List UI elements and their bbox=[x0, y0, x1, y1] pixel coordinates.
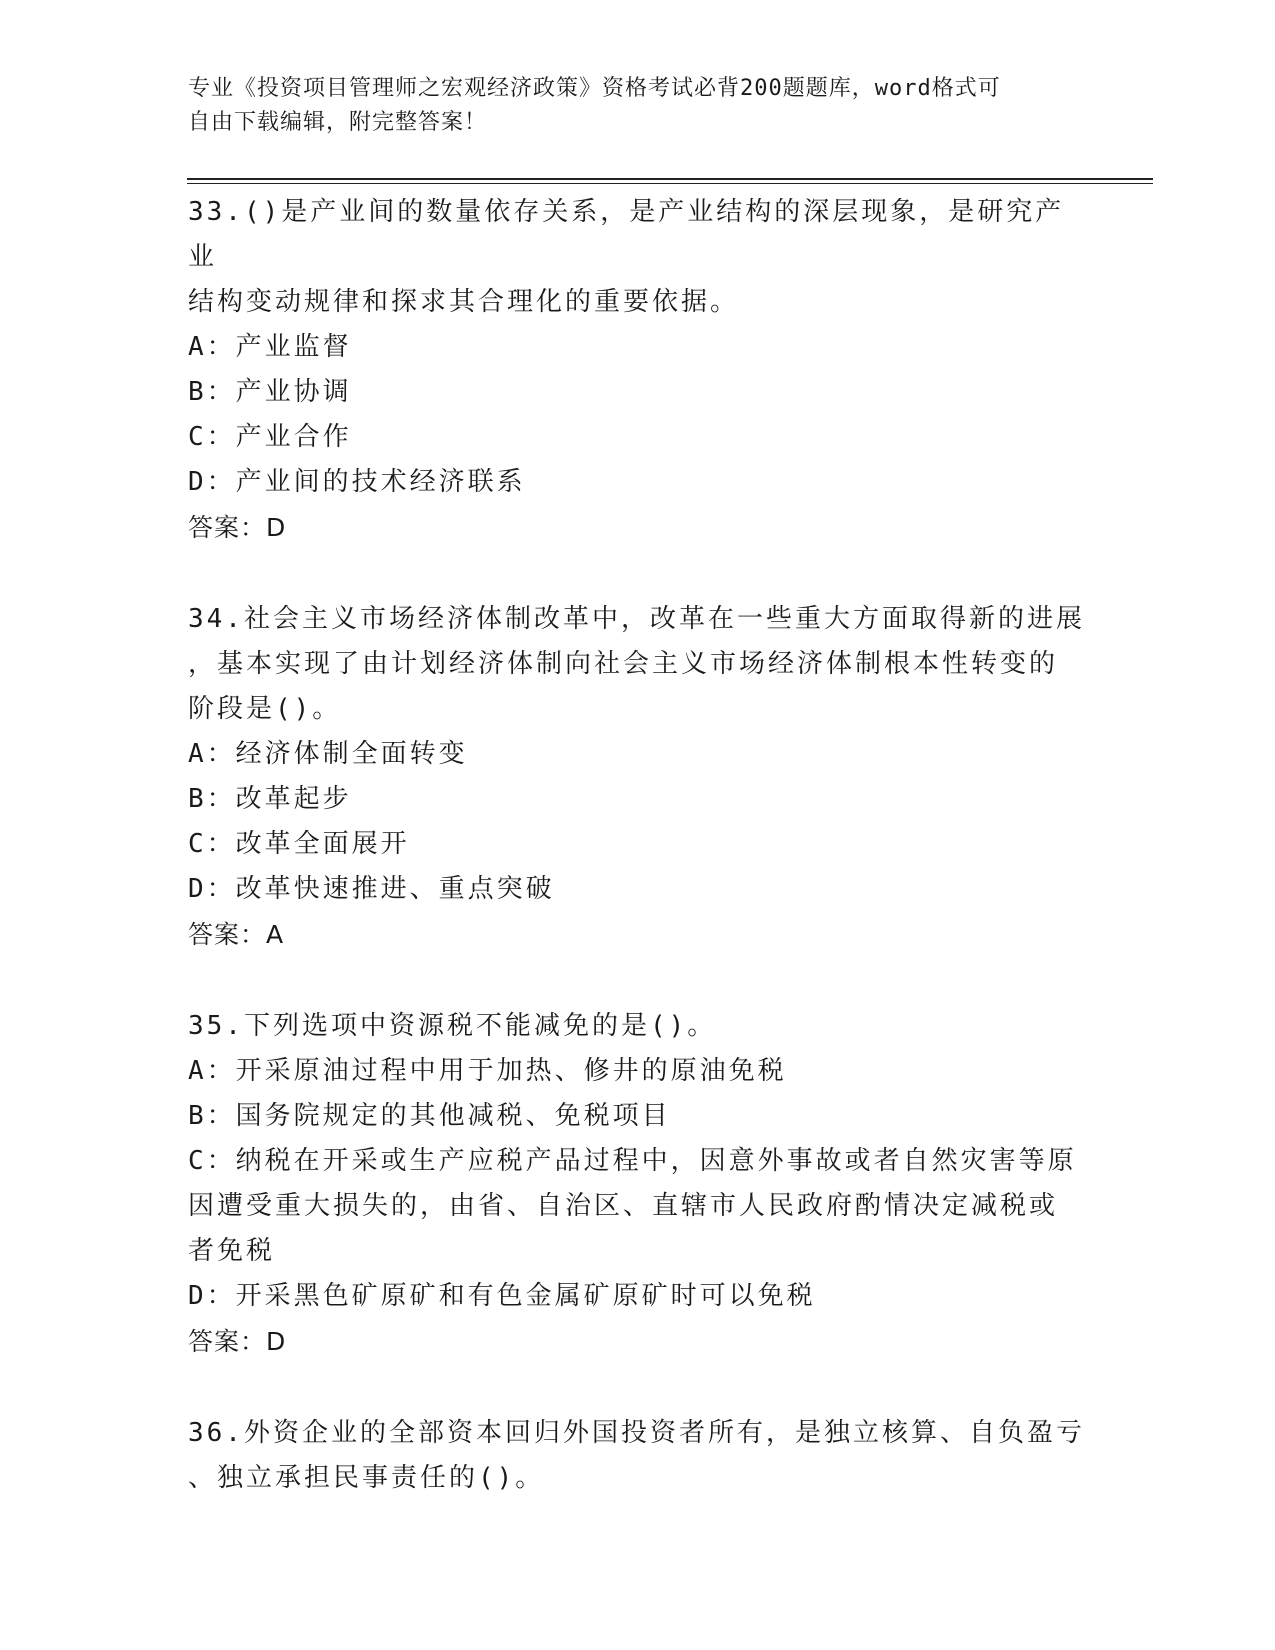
question-text-line: 33.()是产业间的数量依存关系，是产业结构的深层现象，是研究产业 bbox=[188, 197, 1065, 272]
question-36 bbox=[188, 1411, 1088, 1501]
option-b: B：产业协调 bbox=[188, 377, 352, 407]
question-text-line: 结构变动规律和探求其合理化的重要依据。 bbox=[188, 287, 740, 317]
answer-label: 答案：D bbox=[188, 1327, 287, 1356]
document-header bbox=[188, 72, 1068, 140]
option-c-continued: 者免税 bbox=[188, 1236, 276, 1266]
option-c: C：改革全面展开 bbox=[188, 829, 410, 859]
option-d: D：开采黑色矿原矿和有色金属矿原矿时可以免税 bbox=[188, 1281, 816, 1311]
header-title-line-1: 专业《投资项目管理师之宏观经济政策》资格考试必背200题题库，word格式可 bbox=[188, 76, 1001, 101]
question-text-line: 阶段是()。 bbox=[188, 694, 342, 724]
question-text-line: ，基本实现了由计划经济体制向社会主义市场经济体制根本性转变的 bbox=[188, 649, 1059, 679]
question-text-line: 、独立承担民事责任的()。 bbox=[188, 1463, 545, 1493]
header-title-line-2: 自由下载编辑，附完整答案！ bbox=[188, 110, 488, 135]
option-a: A：经济体制全面转变 bbox=[188, 739, 468, 769]
question-list bbox=[188, 190, 1088, 1501]
answer-label: 答案：A bbox=[188, 920, 285, 949]
option-b: B：国务院规定的其他减税、免税项目 bbox=[188, 1101, 671, 1131]
question-text-line: 34.社会主义市场经济体制改革中，改革在一些重大方面取得新的进展 bbox=[188, 604, 1085, 634]
question-text-line: 35.下列选项中资源税不能减免的是()。 bbox=[188, 1011, 717, 1041]
question-34 bbox=[188, 597, 1088, 957]
option-d: D：产业间的技术经济联系 bbox=[188, 467, 526, 497]
question-text-line: 36.外资企业的全部资本回归外国投资者所有，是独立核算、自负盈亏 bbox=[188, 1418, 1085, 1448]
question-35 bbox=[188, 1004, 1088, 1364]
header-divider-thin bbox=[187, 183, 1153, 184]
option-b: B：改革起步 bbox=[188, 784, 352, 814]
option-c-continued: 因遭受重大损失的，由省、自治区、直辖市人民政府酌情决定减税或 bbox=[188, 1191, 1059, 1221]
header-divider-thick bbox=[187, 178, 1153, 180]
question-33 bbox=[188, 190, 1088, 550]
option-c: C：纳税在开采或生产应税产品过程中，因意外事故或者自然灾害等原 bbox=[188, 1146, 1077, 1176]
option-d: D：改革快速推进、重点突破 bbox=[188, 874, 555, 904]
option-a: A：产业监督 bbox=[188, 332, 352, 362]
answer-label: 答案：D bbox=[188, 513, 287, 542]
option-c: C：产业合作 bbox=[188, 422, 352, 452]
option-a: A：开采原油过程中用于加热、修井的原油免税 bbox=[188, 1056, 787, 1086]
